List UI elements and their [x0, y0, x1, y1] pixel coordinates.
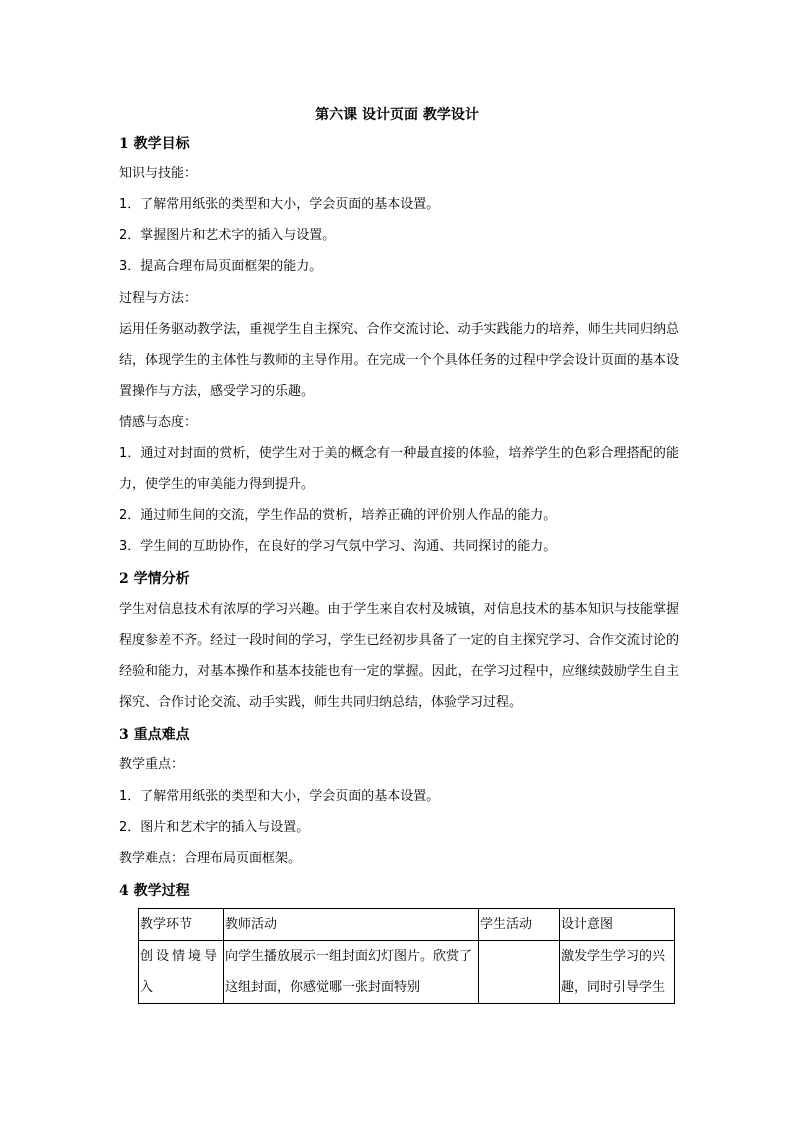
table-cell-teacher: 向学生播放展示一组封面幻灯图片。欣赏了这组封面，你感觉哪一张封面特别: [224, 941, 479, 1004]
table-cell-intent: 激发学生学习的兴趣，同时引导学生: [560, 941, 675, 1004]
section-heading-key-points: 3 重点难点: [119, 727, 190, 743]
table-header-row: [139, 909, 675, 941]
table-row: [139, 941, 675, 1004]
table-header-cell: 设计意图: [560, 909, 675, 941]
table-header-cell: 教学环节: [139, 909, 224, 941]
process-method-paragraph: 运用任务驱动教学法，重视学生自主探究、合作交流讨论、动手实践能力的培养，师生共同归纳总结，体现学生的主体性与教师的主导作用。在完成一个个具体任务的过程中学会设计页面的基本设置操作与方法，感受学习的乐趣。: [119, 322, 679, 399]
page-title: 第六课 设计页面 教学设计: [315, 107, 479, 123]
emotion-item-3: 3．学生间的互助协作，在良好的学习气氛中学习、沟通、共同探讨的能力。: [119, 539, 557, 554]
emotion-item-1: 1．通过对封面的赏析，使学生对于美的概念有一种最直接的体验，培养学生的色彩合理搭配的能力，使学生的审美能力得到提升。: [119, 446, 679, 492]
table-header-cell: 教师活动: [224, 909, 479, 941]
knowledge-item-2: 2．掌握图片和艺术字的插入与设置。: [119, 228, 336, 243]
key-point-item-1: 1．了解常用纸张的类型和大小，学会页面的基本设置。: [119, 789, 440, 804]
emotion-attitude-label: 情感与态度：: [119, 415, 198, 430]
key-point-item-2: 2．图片和艺术字的插入与设置。: [119, 820, 310, 835]
key-points-label: 教学重点：: [119, 757, 185, 772]
table-header-cell: 学生活动: [479, 909, 560, 941]
table-cell-stage: 创设情境导入: [139, 941, 224, 1004]
teaching-process-table: [138, 908, 675, 1004]
table-cell-student: [479, 941, 560, 1004]
knowledge-item-1: 1．了解常用纸张的类型和大小，学会页面的基本设置。: [119, 197, 440, 212]
emotion-item-2: 2．通过师生间的交流，学生作品的赏析，培养正确的评价别人作品的能力。: [119, 508, 557, 523]
process-method-label: 过程与方法：: [119, 291, 198, 306]
knowledge-skills-label: 知识与技能：: [119, 166, 198, 181]
analysis-paragraph: 学生对信息技术有浓厚的学习兴趣。由于学生来自农村及城镇，对信息技术的基本知识与技能掌握程度参差不齐。经过一段时间的学习，学生已经初步具备了一定的自主探究学习、合作交流讨论的经验和能力，对基本操作和基本技能也有一定的掌握。因此，在学习过程中，应继续鼓励学生自主探究、合作讨论交流、动手实践，师生共同归纳总结，体验学习过程。: [119, 602, 679, 710]
knowledge-item-3: 3．提高合理布局页面框架的能力。: [119, 259, 323, 274]
difficulty-line: 教学难点：合理布局页面框架。: [119, 851, 302, 866]
section-heading-objectives: 1 教学目标: [119, 136, 190, 152]
section-heading-process: 4 教学过程: [119, 883, 190, 899]
section-heading-analysis: 2 学情分析: [119, 571, 190, 587]
